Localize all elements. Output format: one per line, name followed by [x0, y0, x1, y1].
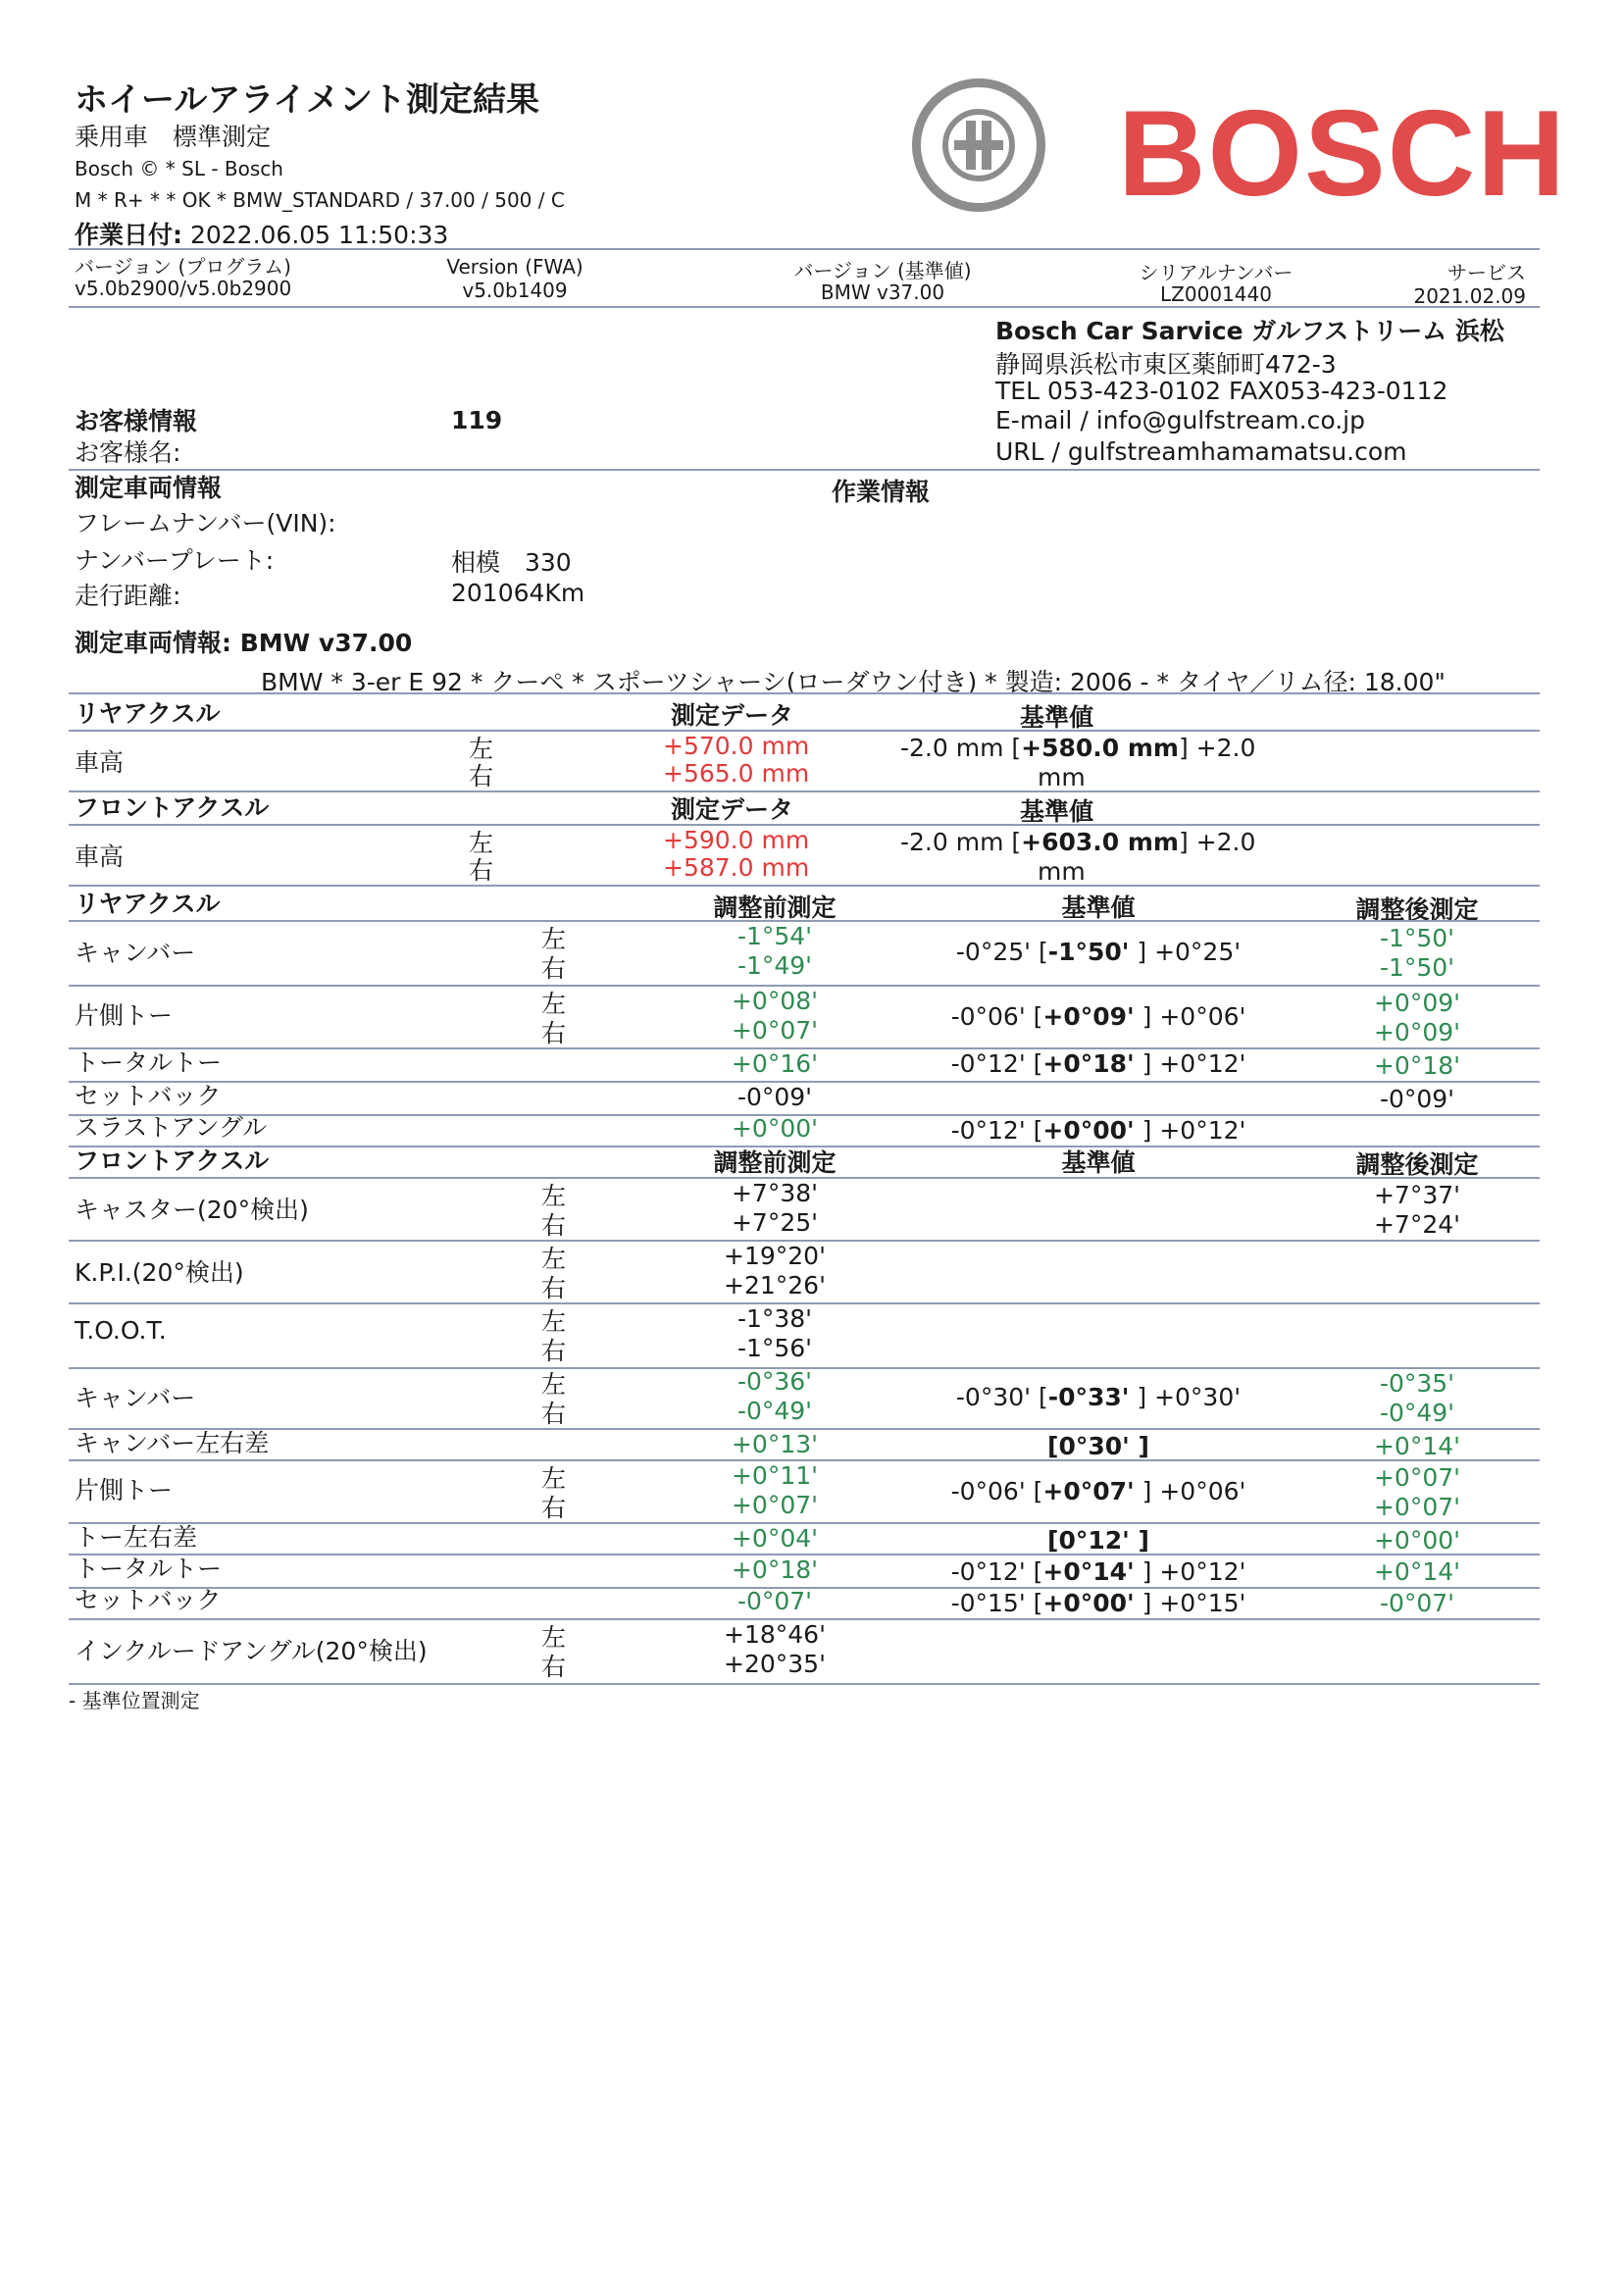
front-kpi-before-right: +21°26' — [724, 1271, 826, 1300]
front-setback-label: セットバック — [75, 1586, 222, 1614]
ride-rear-measured-header: 測定データ — [671, 701, 794, 730]
version-fwa-label: Version (FWA) — [446, 255, 584, 279]
brand-wordmark: BOSCH — [1118, 86, 1567, 222]
rear-before-header: 調整前測定 — [713, 893, 837, 922]
divider — [69, 790, 1540, 792]
front-setback-after: -0°07' — [1379, 1589, 1455, 1617]
ride-front-left-value: +590.0 mm — [663, 826, 810, 854]
rear-setback-before: -0°09' — [736, 1083, 813, 1111]
shop-email[interactable]: E-mail / info@gulfstream.co.jp — [995, 406, 1365, 434]
plate-value: 相模 330 — [451, 548, 572, 577]
rear-total-toe-label: トータルトー — [75, 1048, 223, 1077]
rear-camber-label: キャンバー — [75, 939, 196, 967]
ride-rear-right-value: +565.0 mm — [663, 759, 810, 788]
front-setback-reference — [902, 1589, 1294, 1617]
rear-toe-label: 片側トー — [75, 1001, 174, 1030]
front-camber-before-right: -0°49' — [736, 1397, 813, 1425]
front-camber-reference — [902, 1383, 1294, 1411]
front-toe-diff-reference: [0°12' ] — [1047, 1526, 1149, 1555]
front-camber-diff-label: キャンバー左右差 — [75, 1429, 270, 1457]
rear-setback-label: セットバック — [75, 1082, 222, 1110]
front-toe-before-right: +0°07' — [731, 1491, 819, 1519]
ref-nominal: +0°07' — [1042, 1477, 1135, 1505]
front-caster-after-left: +7°37' — [1373, 1181, 1461, 1209]
front-camber-right-marker: 右 — [541, 1400, 567, 1428]
software-line: Bosch © * SL - Bosch — [75, 157, 283, 180]
front-included-left-marker: 左 — [541, 1623, 567, 1652]
front-caster-before-left: +7°38' — [731, 1179, 819, 1207]
version-reference-label: バージョン (基準値) — [793, 259, 972, 282]
ref-tolerance-minus: -0°12' [ — [950, 1557, 1043, 1586]
config-line: M * R+ * * OK * BMW_STANDARD / 37.00 / 500 / C — [75, 188, 565, 212]
front-toe-after-right: +0°07' — [1373, 1493, 1461, 1521]
divider — [69, 692, 1540, 694]
front-total-toe-reference — [902, 1557, 1294, 1586]
front-camber-after-right: -0°49' — [1379, 1399, 1455, 1427]
ref-nominal: +580.0 mm — [1021, 734, 1179, 762]
rear-camber-after-left: -1°50' — [1379, 924, 1455, 952]
ref-nominal: +0°00' — [1042, 1116, 1135, 1145]
ride-rear-reference-unit: mm — [1038, 763, 1086, 791]
front-setback-before: -0°07' — [736, 1587, 813, 1615]
ref-nominal: +603.0 mm — [1021, 828, 1179, 856]
ref-tolerance-plus: ] +2.0 — [1178, 734, 1256, 762]
front-toot-before-right: -1°56' — [736, 1334, 813, 1362]
vin-label: フレームナンバー(VIN): — [75, 509, 336, 537]
rear-thrust-label: スラストアングル — [75, 1113, 268, 1142]
front-kpi-right-marker: 右 — [541, 1274, 567, 1302]
vehicle-section-label: 測定車両情報 — [75, 474, 223, 502]
vehicle-model-label: 測定車両情報: — [75, 629, 231, 657]
rear-camber-after-right: -1°50' — [1379, 953, 1455, 982]
front-toe-before-left: +0°11' — [731, 1461, 819, 1490]
ride-rear-left-marker: 左 — [469, 735, 494, 763]
ride-rear-reference — [900, 734, 1255, 762]
ref-nominal: -0°33' — [1047, 1383, 1130, 1411]
ref-tolerance-minus: -0°12' [ — [950, 1116, 1043, 1145]
mileage-label: 走行距離: — [75, 582, 181, 610]
divider — [69, 306, 1540, 308]
front-before-header: 調整前測定 — [713, 1148, 837, 1177]
ref-tolerance-plus: ] +0°12' — [1134, 1049, 1246, 1078]
front-caster-label: キャスター(20°検出) — [75, 1196, 309, 1224]
ride-front-reference — [900, 828, 1255, 856]
ref-tolerance-plus: ] +0°30' — [1129, 1383, 1242, 1411]
rear-after-header: 調整後測定 — [1355, 895, 1479, 924]
rear-thrust-before: +0°00' — [731, 1114, 819, 1143]
shop-url[interactable]: URL / gulfstreamhamamatsu.com — [995, 437, 1407, 466]
serial-number-label: シリアルナンバー — [1139, 261, 1294, 284]
front-toe-reference — [902, 1477, 1294, 1505]
front-included-before-left: +18°46' — [724, 1620, 826, 1649]
front-toe-diff-after: +0°00' — [1373, 1526, 1461, 1555]
rear-total-toe-reference — [902, 1049, 1294, 1078]
front-toe-right-marker: 右 — [541, 1494, 567, 1522]
rear-total-toe-after: +0°18' — [1373, 1051, 1461, 1080]
vehicle-description: BMW * 3-er E 92 * クーペ * スポーツシャーシ(ローダウン付き) * 製造: 2006 - * タイヤ／リム径: 18.00" — [261, 668, 1446, 696]
ref-tolerance-minus: -0°06' [ — [950, 1477, 1043, 1505]
ref-nominal: +0°00' — [1042, 1589, 1135, 1617]
front-camber-label: キャンバー — [75, 1384, 196, 1412]
service-label: サービス — [1447, 261, 1526, 284]
ref-tolerance-plus: ] +0°06' — [1134, 1477, 1246, 1505]
front-toe-label: 片側トー — [75, 1476, 174, 1504]
rear-toe-after-left: +0°09' — [1373, 989, 1461, 1017]
front-caster-before-right: +7°25' — [731, 1208, 819, 1237]
ref-tolerance-minus: -0°06' [ — [950, 1002, 1043, 1031]
work-info-label: 作業情報 — [832, 478, 931, 506]
ref-nominal: +0°14' — [1042, 1557, 1135, 1586]
front-toot-before-left: -1°38' — [736, 1304, 813, 1333]
front-camber-diff-after: +0°14' — [1373, 1432, 1461, 1460]
shop-name: Bosch Car Sarvice ガルフストリーム 浜松 — [995, 317, 1504, 345]
footnote: - 基準位置測定 — [69, 1689, 200, 1712]
vehicle-model-value: BMW v37.00 — [239, 629, 413, 657]
rear-camber-before-right: -1°49' — [736, 951, 813, 980]
rear-camber-left-marker: 左 — [541, 925, 567, 953]
rear-toe-reference — [902, 1002, 1294, 1031]
ref-tolerance-plus: ] +0°15' — [1134, 1589, 1246, 1617]
rear-reference-header: 基準値 — [1061, 893, 1136, 922]
bosch-armature-inner — [942, 109, 1015, 181]
version-fwa-value: v5.0b1409 — [462, 279, 568, 302]
shop-address: 静岡県浜松市東区薬師町472-3 — [995, 350, 1337, 379]
ride-front-measured-header: 測定データ — [671, 795, 794, 824]
front-toe-diff-before: +0°04' — [731, 1524, 819, 1553]
front-camber-left-marker: 左 — [541, 1370, 567, 1399]
front-toot-left-marker: 左 — [541, 1307, 567, 1336]
rear-toe-right-marker: 右 — [541, 1019, 567, 1047]
rear-toe-left-marker: 左 — [541, 990, 567, 1018]
rear-camber-reference — [902, 938, 1294, 966]
ride-rear-axle-label: リヤアクスル — [75, 699, 221, 728]
ride-rear-right-marker: 右 — [469, 762, 494, 790]
rear-camber-right-marker: 右 — [541, 954, 567, 983]
vehicle-model — [75, 624, 412, 659]
front-axle-label: フロントアクスル — [75, 1147, 270, 1175]
front-kpi-before-left: +19°20' — [724, 1242, 826, 1270]
ref-tolerance-minus: -0°12' [ — [950, 1049, 1043, 1078]
ref-tolerance-plus: ] +0°12' — [1134, 1557, 1246, 1586]
divider — [69, 469, 1540, 471]
ref-tolerance-minus: -2.0 mm [ — [900, 734, 1022, 762]
front-caster-left-marker: 左 — [541, 1182, 567, 1210]
ref-tolerance-plus: ] +0°12' — [1134, 1116, 1246, 1145]
front-kpi-left-marker: 左 — [541, 1245, 567, 1273]
front-total-toe-before: +0°18' — [731, 1555, 819, 1584]
shop-tel: TEL 053-423-0102 FAX053-423-0112 — [995, 377, 1448, 405]
armature-bar-center — [954, 140, 1003, 150]
rear-toe-before-left: +0°08' — [731, 987, 819, 1015]
front-camber-before-left: -0°36' — [736, 1367, 813, 1396]
front-camber-diff-reference: [0°30' ] — [1047, 1432, 1149, 1460]
divider — [69, 1683, 1540, 1685]
ride-front-left-marker: 左 — [469, 829, 494, 857]
ref-tolerance-plus: ] +2.0 — [1178, 828, 1256, 856]
ref-tolerance-minus: -0°25' [ — [955, 938, 1048, 966]
front-reference-header: 基準値 — [1061, 1148, 1136, 1177]
ride-front-label: 車高 — [75, 842, 125, 871]
rear-toe-after-right: +0°09' — [1373, 1018, 1461, 1046]
rear-axle-label: リヤアクスル — [75, 890, 221, 918]
work-date — [75, 216, 448, 251]
divider — [69, 885, 1540, 887]
bosch-armature-icon — [912, 78, 1045, 212]
service-value: 2021.02.09 — [1413, 284, 1526, 308]
ride-rear-left-value: +570.0 mm — [663, 732, 810, 760]
version-program-label: バージョン (プログラム) — [75, 255, 291, 279]
front-included-before-right: +20°35' — [724, 1650, 826, 1678]
rear-toe-before-right: +0°07' — [731, 1016, 819, 1045]
ref-nominal: +0°18' — [1042, 1049, 1135, 1078]
ride-front-reference-header: 基準値 — [1020, 797, 1094, 826]
front-included-angle-label: インクルードアングル(20°検出) — [75, 1637, 428, 1665]
ref-tolerance-plus: ] +0°06' — [1134, 1002, 1246, 1031]
ref-tolerance-minus: -2.0 mm [ — [900, 828, 1022, 856]
report-title: ホイールアライメント測定結果 — [75, 80, 539, 120]
front-kpi-label: K.P.I.(20°検出) — [75, 1258, 244, 1287]
rear-camber-before-left: -1°54' — [736, 922, 813, 950]
ref-tolerance-plus: ] +0°25' — [1129, 938, 1242, 966]
report-subtitle: 乗用車 標準測定 — [75, 123, 272, 151]
ride-front-right-marker: 右 — [469, 856, 494, 885]
front-caster-right-marker: 右 — [541, 1211, 567, 1240]
front-included-right-marker: 右 — [541, 1653, 567, 1681]
ride-rear-label: 車高 — [75, 748, 125, 777]
work-date-value: 2022.06.05 11:50:33 — [189, 221, 449, 249]
front-toe-after-left: +0°07' — [1373, 1463, 1461, 1492]
front-after-header: 調整後測定 — [1355, 1150, 1479, 1179]
version-program-value: v5.0b2900/v5.0b2900 — [75, 277, 292, 300]
front-total-toe-label: トータルトー — [75, 1555, 223, 1583]
rear-total-toe-before: +0°16' — [731, 1049, 819, 1078]
ref-tolerance-minus: -0°15' [ — [950, 1589, 1043, 1617]
front-total-toe-after: +0°14' — [1373, 1557, 1461, 1586]
ride-rear-reference-header: 基準値 — [1020, 703, 1094, 732]
front-toe-left-marker: 左 — [541, 1464, 567, 1493]
customer-name-label: お客様名: — [75, 438, 181, 467]
front-toot-label: T.O.O.T. — [75, 1316, 167, 1345]
version-reference-value: BMW v37.00 — [820, 280, 945, 304]
ride-front-axle-label: フロントアクスル — [75, 793, 270, 822]
divider — [69, 248, 1540, 250]
ref-nominal: +0°09' — [1042, 1002, 1135, 1031]
mileage-value: 201064Km — [451, 579, 585, 607]
work-date-label: 作業日付: — [75, 221, 182, 249]
front-camber-diff-before: +0°13' — [731, 1430, 819, 1458]
front-toot-right-marker: 右 — [541, 1337, 567, 1365]
ref-tolerance-minus: -0°30' [ — [955, 1383, 1048, 1411]
front-caster-after-right: +7°24' — [1373, 1210, 1461, 1239]
customer-info-label: お客様情報 — [75, 407, 198, 435]
serial-number-value: LZ0001440 — [1160, 282, 1272, 306]
front-camber-after-left: -0°35' — [1379, 1369, 1455, 1398]
plate-label: ナンバープレート: — [75, 546, 275, 575]
ride-front-reference-unit: mm — [1038, 857, 1086, 886]
rear-setback-after: -0°09' — [1379, 1085, 1455, 1113]
customer-info-value: 119 — [451, 406, 503, 434]
front-toe-diff-label: トー左右差 — [75, 1523, 198, 1552]
ref-nominal: -1°50' — [1047, 938, 1130, 966]
rear-thrust-reference — [902, 1116, 1294, 1145]
ride-front-right-value: +587.0 mm — [663, 853, 810, 882]
